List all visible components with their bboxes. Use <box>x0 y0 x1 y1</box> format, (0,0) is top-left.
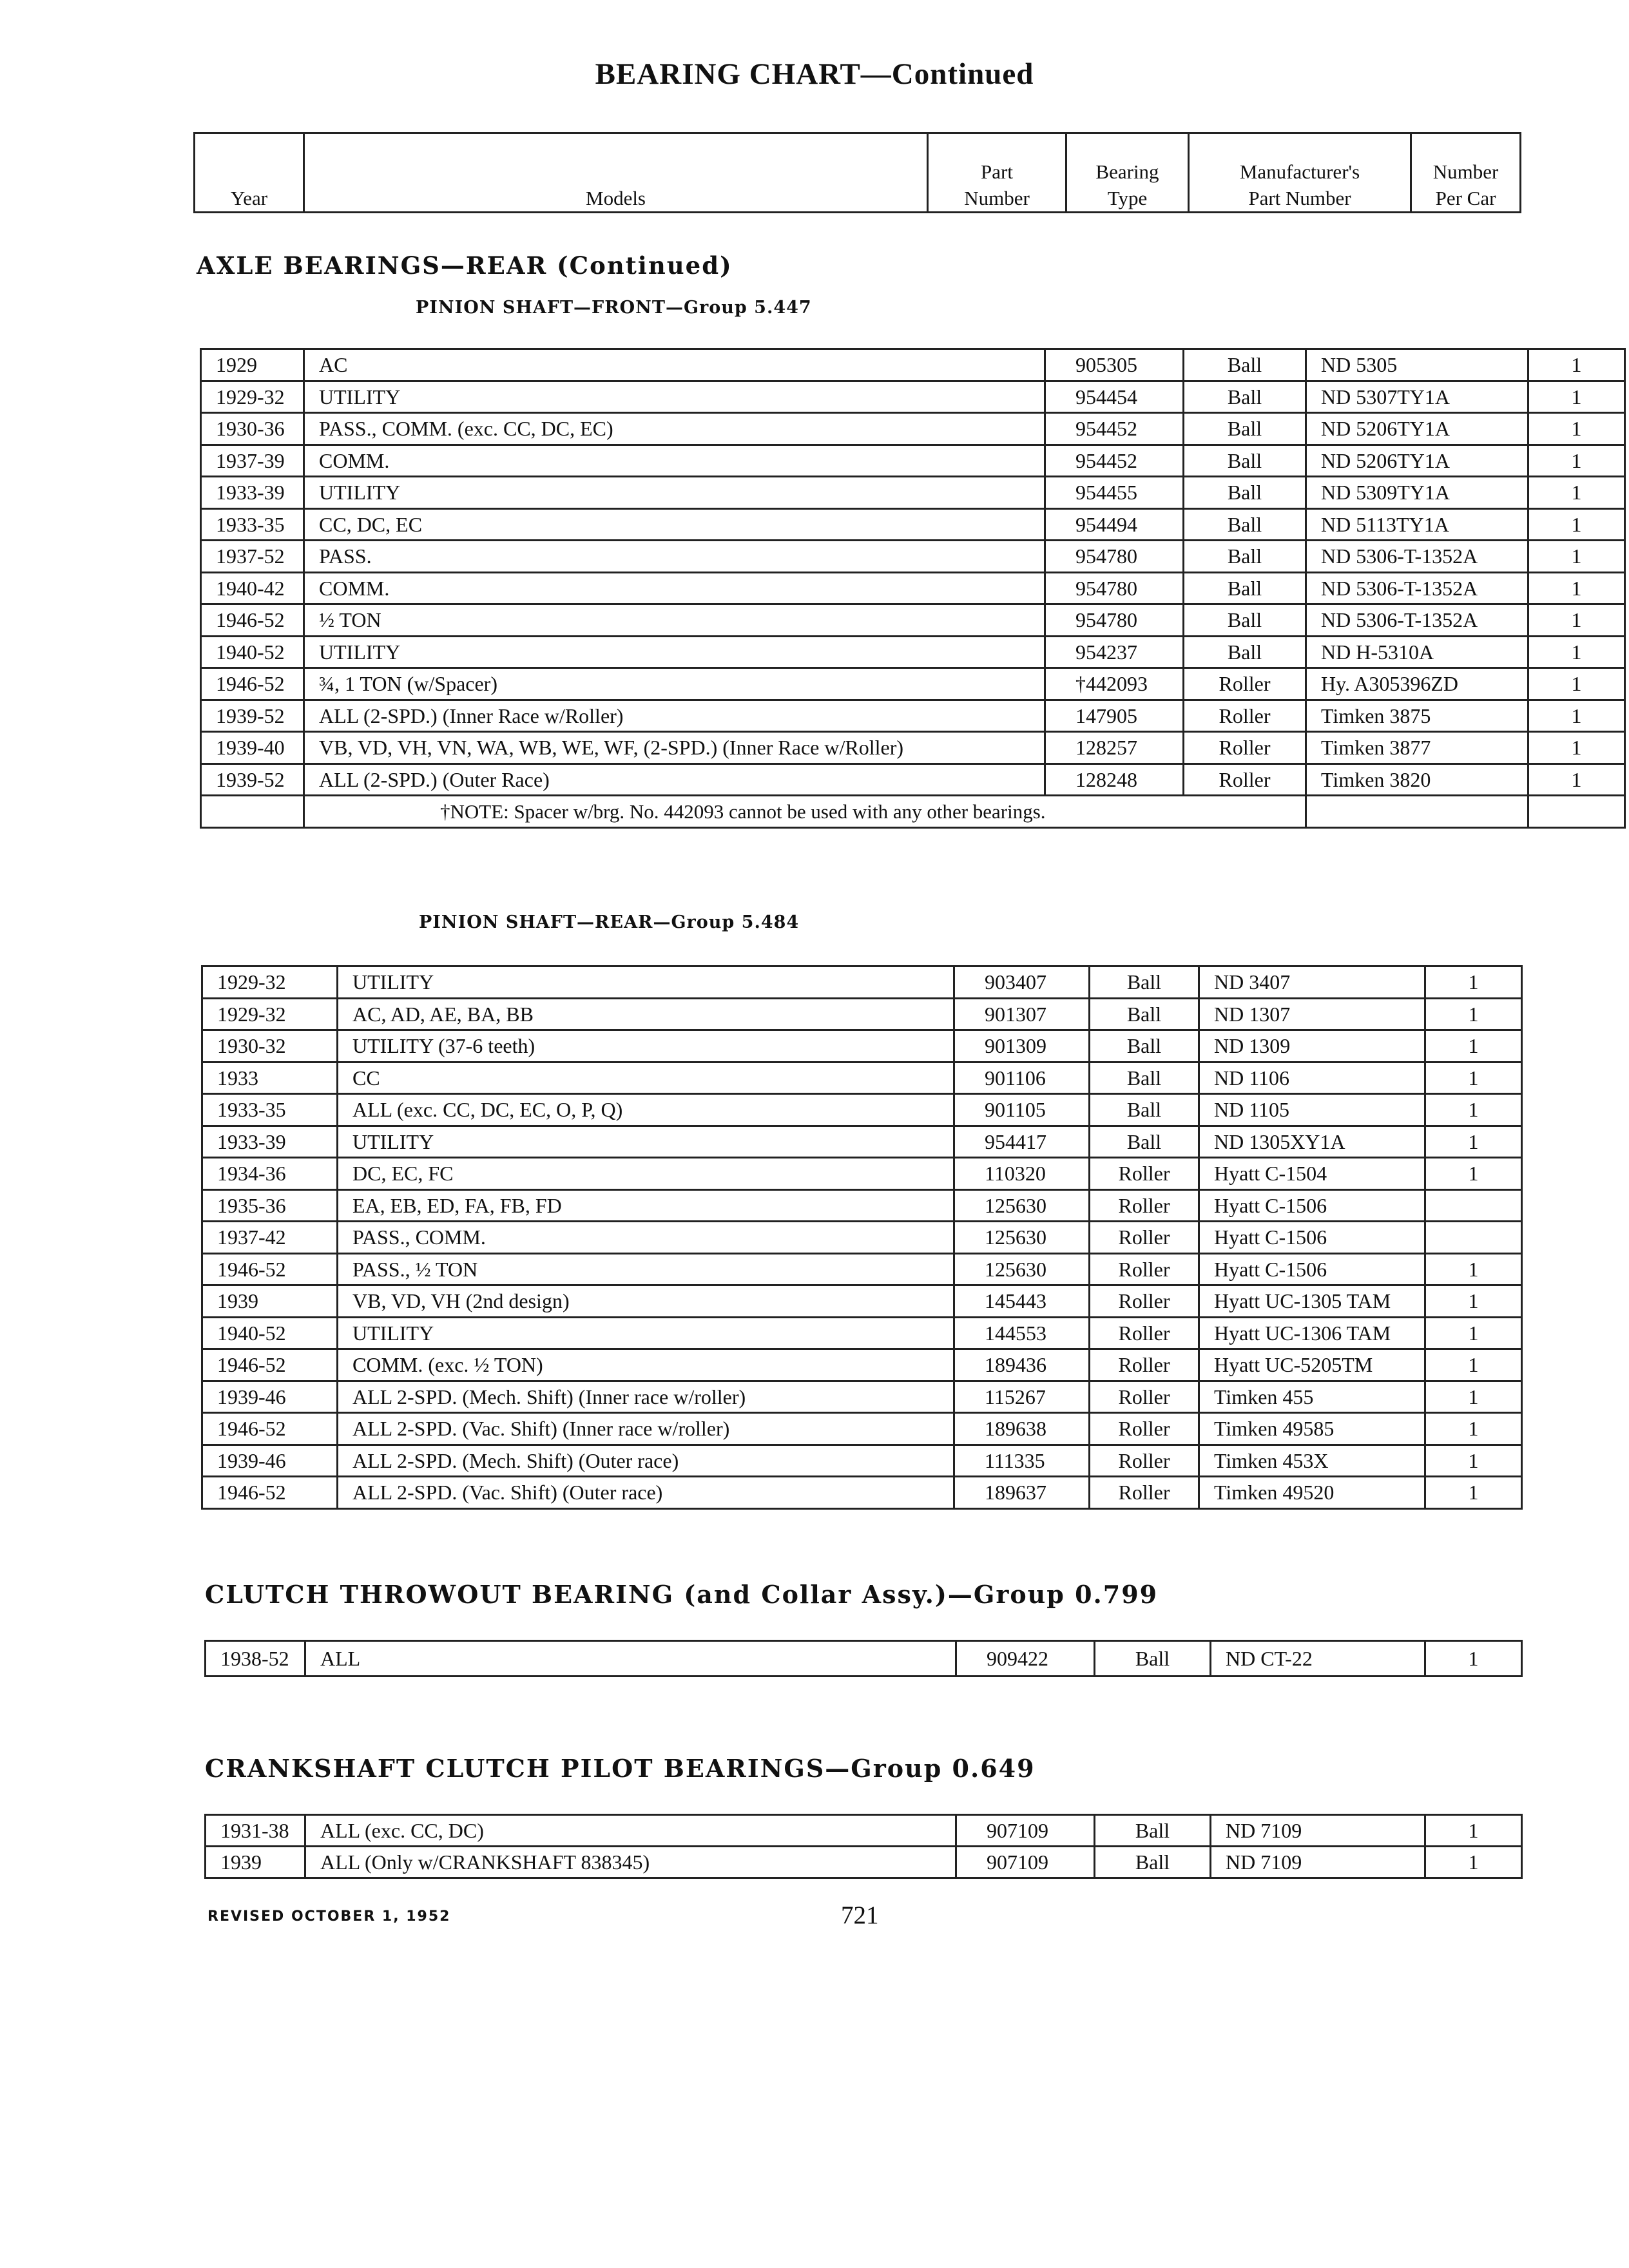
number-per-car-cell: 1 <box>1425 1030 1522 1062</box>
models-cell: ALL (2-SPD.) (Inner Race w/Roller) <box>304 700 1045 732</box>
number-per-car-cell: 1 <box>1528 541 1625 573</box>
table-row <box>202 1349 1522 1381</box>
number-per-car-cell: 1 <box>1528 413 1625 445</box>
year-cell: 1933 <box>202 1062 338 1094</box>
year-cell: 1946-52 <box>202 1349 338 1381</box>
models-cell: ALL 2-SPD. (Mech. Shift) (Outer race) <box>338 1445 954 1477</box>
bearing-type-cell: Roller <box>1090 1222 1199 1254</box>
number-per-car-cell: 1 <box>1425 1477 1522 1509</box>
part-number-cell: 189638 <box>954 1413 1090 1445</box>
part-number-cell: 901105 <box>954 1094 1090 1126</box>
number-per-car-cell: 1 <box>1528 572 1625 604</box>
page-number: 721 <box>841 1901 879 1929</box>
number-per-car-cell: 1 <box>1528 732 1625 764</box>
models-cell: UTILITY <box>304 477 1045 509</box>
table-row <box>206 1815 1522 1847</box>
part-number-cell: 115267 <box>954 1381 1090 1413</box>
mfr-part-number-cell: Hyatt UC-5205TM <box>1199 1349 1425 1381</box>
part-number-cell: 901307 <box>954 998 1090 1030</box>
table-row <box>202 1222 1522 1254</box>
bearing-type-cell: Roller <box>1184 732 1306 764</box>
mfr-part-number-cell: Timken 3875 <box>1306 700 1528 732</box>
part-number-cell: 111335 <box>954 1445 1090 1477</box>
table-row <box>201 668 1625 700</box>
models-cell: UTILITY <box>338 1126 954 1158</box>
table-row <box>202 1158 1522 1190</box>
year-cell: 1929 <box>201 349 304 381</box>
table-row <box>206 1641 1522 1677</box>
year-cell: 1939-52 <box>201 764 304 796</box>
models-cell: UTILITY <box>304 636 1045 668</box>
part-number-cell: 909422 <box>956 1641 1095 1677</box>
subsection-title-pinion-shaft-rear: PINION SHAFT—REAR—Group 5.484 <box>419 912 800 932</box>
models-cell: AC, AD, AE, BA, BB <box>338 998 954 1030</box>
table-row <box>202 1062 1522 1094</box>
year-cell: 1938-52 <box>206 1641 305 1677</box>
year-cell: 1929-32 <box>202 998 338 1030</box>
year-cell: 1946-52 <box>202 1413 338 1445</box>
mfr-part-number-cell: ND 5306-T-1352A <box>1306 572 1528 604</box>
part-number-cell: 110320 <box>954 1158 1090 1190</box>
bearing-type-cell: Roller <box>1184 764 1306 796</box>
bearing-type-cell: Ball <box>1090 1030 1199 1062</box>
bearing-type-cell: Roller <box>1184 668 1306 700</box>
section-title-crankshaft-clutch-pilot-bearings: CRANKSHAFT CLUTCH PILOT BEARINGS—Group 0.649 <box>205 1754 1036 1783</box>
table-row <box>201 413 1625 445</box>
column-header-table <box>193 132 1521 213</box>
column-header-row <box>195 133 1521 213</box>
part-number-cell: 144553 <box>954 1317 1090 1349</box>
page-title: BEARING CHART—Continued <box>595 57 1034 91</box>
part-number-cell: 901106 <box>954 1062 1090 1094</box>
header-bearing-type: Bearing Type <box>1066 133 1189 213</box>
models-cell: UTILITY (37-6 teeth) <box>338 1030 954 1062</box>
table-row <box>202 966 1522 999</box>
mfr-part-number-cell: ND CT-22 <box>1211 1641 1425 1677</box>
bearing-type-cell: Roller <box>1090 1381 1199 1413</box>
number-per-car-cell: 1 <box>1528 764 1625 796</box>
models-cell: ½ TON <box>304 604 1045 637</box>
mfr-part-number-cell: ND 1305XY1A <box>1199 1126 1425 1158</box>
table-row <box>201 572 1625 604</box>
bearing-type-cell: Roller <box>1090 1158 1199 1190</box>
year-cell: 1939-46 <box>202 1445 338 1477</box>
mfr-part-number-cell: ND 1307 <box>1199 998 1425 1030</box>
part-number-cell: 954454 <box>1045 381 1184 413</box>
number-per-car-cell: 1 <box>1528 508 1625 541</box>
table-row <box>201 700 1625 732</box>
mfr-part-number-cell: ND 5306-T-1352A <box>1306 604 1528 637</box>
models-cell: ALL (Only w/CRANKSHAFT 838345) <box>305 1847 956 1878</box>
mfr-part-number-cell: ND 5206TY1A <box>1306 445 1528 477</box>
mfr-part-number-cell: ND 5309TY1A <box>1306 477 1528 509</box>
part-number-cell: 954780 <box>1045 604 1184 637</box>
year-cell: 1940-42 <box>201 572 304 604</box>
table-row <box>202 998 1522 1030</box>
header-part-number: Part Number <box>928 133 1066 213</box>
models-cell: CC, DC, EC <box>304 508 1045 541</box>
bearing-type-cell: Ball <box>1184 508 1306 541</box>
number-per-car-cell: 1 <box>1425 1062 1522 1094</box>
note-text: †NOTE: Spacer w/brg. No. 442093 cannot be used with any other bearings. <box>304 796 1306 828</box>
mfr-part-number-cell: Timken 3820 <box>1306 764 1528 796</box>
part-number-cell: 905305 <box>1045 349 1184 381</box>
mfr-part-number-cell: ND H-5310A <box>1306 636 1528 668</box>
note-row <box>201 796 1625 828</box>
mfr-part-number-cell: Hyatt UC-1305 TAM <box>1199 1285 1425 1318</box>
models-cell: CC <box>338 1062 954 1094</box>
year-cell: 1939-40 <box>201 732 304 764</box>
bearing-type-cell: Roller <box>1090 1413 1199 1445</box>
year-cell: 1933-39 <box>201 477 304 509</box>
number-per-car-cell: 1 <box>1425 1847 1522 1878</box>
mfr-part-number-cell: ND 5306-T-1352A <box>1306 541 1528 573</box>
mfr-part-number-cell: ND 3407 <box>1199 966 1425 999</box>
mfr-part-number-cell: Hy. A305396ZD <box>1306 668 1528 700</box>
year-cell: 1940-52 <box>201 636 304 668</box>
table-row <box>202 1126 1522 1158</box>
table-row <box>201 764 1625 796</box>
bearing-type-cell: Roller <box>1090 1317 1199 1349</box>
part-number-cell: 125630 <box>954 1189 1090 1222</box>
table-row <box>202 1030 1522 1062</box>
bearing-type-cell: Roller <box>1090 1445 1199 1477</box>
part-number-cell: 125630 <box>954 1222 1090 1254</box>
models-cell: UTILITY <box>338 966 954 999</box>
section-title-clutch-throwout-bearing: CLUTCH THROWOUT BEARING (and Collar Assy.)—Group 0.799 <box>205 1580 1159 1609</box>
year-cell: 1935-36 <box>202 1189 338 1222</box>
subsection-title-pinion-shaft-front: PINION SHAFT—FRONT—Group 5.447 <box>416 298 812 318</box>
bearing-type-cell: Ball <box>1184 477 1306 509</box>
bearing-type-cell: Ball <box>1090 1094 1199 1126</box>
table-row <box>202 1285 1522 1318</box>
mfr-part-number-cell: Timken 3877 <box>1306 732 1528 764</box>
year-cell: 1933-35 <box>202 1094 338 1126</box>
table-row <box>201 508 1625 541</box>
table-row <box>201 604 1625 637</box>
part-number-cell: 147905 <box>1045 700 1184 732</box>
models-cell: UTILITY <box>338 1317 954 1349</box>
bearing-type-cell: Ball <box>1095 1641 1211 1677</box>
table-row <box>201 477 1625 509</box>
part-number-cell: 189436 <box>954 1349 1090 1381</box>
number-per-car-cell: 1 <box>1425 1815 1522 1847</box>
number-per-car-cell: 1 <box>1425 1317 1522 1349</box>
bearing-type-cell: Ball <box>1184 572 1306 604</box>
bearing-type-cell: Roller <box>1184 700 1306 732</box>
number-per-car-cell: 1 <box>1425 1349 1522 1381</box>
models-cell: AC <box>304 349 1045 381</box>
clutch-throwout-table <box>204 1640 1523 1677</box>
number-per-car-cell: 1 <box>1528 604 1625 637</box>
bearing-type-cell: Ball <box>1095 1815 1211 1847</box>
number-per-car-cell: 1 <box>1425 966 1522 999</box>
year-cell: 1939-46 <box>202 1381 338 1413</box>
part-number-cell: 128248 <box>1045 764 1184 796</box>
table-row <box>201 445 1625 477</box>
bearing-type-cell: Roller <box>1090 1253 1199 1285</box>
year-cell: 1933-35 <box>201 508 304 541</box>
number-per-car-cell: 1 <box>1425 1126 1522 1158</box>
models-cell: EA, EB, ED, FA, FB, FD <box>338 1189 954 1222</box>
year-cell: 1930-36 <box>201 413 304 445</box>
models-cell: UTILITY <box>304 381 1045 413</box>
part-number-cell: 954452 <box>1045 445 1184 477</box>
table-row <box>202 1413 1522 1445</box>
year-cell: 1934-36 <box>202 1158 338 1190</box>
number-per-car-cell: 1 <box>1528 381 1625 413</box>
table-row <box>201 541 1625 573</box>
section-title-axle-bearings-rear: AXLE BEARINGS—REAR (Continued) <box>197 251 733 280</box>
models-cell: PASS., COMM. (exc. CC, DC, EC) <box>304 413 1045 445</box>
number-per-car-cell: 1 <box>1528 349 1625 381</box>
bearing-type-cell: Roller <box>1090 1477 1199 1509</box>
mfr-part-number-cell: Hyatt UC-1306 TAM <box>1199 1317 1425 1349</box>
table-row <box>201 381 1625 413</box>
table-row <box>202 1317 1522 1349</box>
models-cell: PASS., COMM. <box>338 1222 954 1254</box>
bearing-type-cell: Ball <box>1184 413 1306 445</box>
mfr-part-number-cell: Hyatt C-1506 <box>1199 1222 1425 1254</box>
part-number-cell: †442093 <box>1045 668 1184 700</box>
table-row <box>202 1381 1522 1413</box>
models-cell: ALL 2-SPD. (Vac. Shift) (Outer race) <box>338 1477 954 1509</box>
part-number-cell: 189637 <box>954 1477 1090 1509</box>
models-cell: COMM. (exc. ½ TON) <box>338 1349 954 1381</box>
part-number-cell: 128257 <box>1045 732 1184 764</box>
number-per-car-cell: 1 <box>1425 1158 1522 1190</box>
bearing-type-cell: Ball <box>1184 604 1306 637</box>
number-per-car-cell <box>1425 1189 1522 1222</box>
mfr-part-number-cell: ND 1106 <box>1199 1062 1425 1094</box>
models-cell: ¾, 1 TON (w/Spacer) <box>304 668 1045 700</box>
year-cell: 1946-52 <box>201 604 304 637</box>
models-cell: PASS. <box>304 541 1045 573</box>
bearing-type-cell: Ball <box>1095 1847 1211 1878</box>
mfr-part-number-cell: ND 7109 <box>1211 1847 1425 1878</box>
part-number-cell: 954417 <box>954 1126 1090 1158</box>
year-cell: 1929-32 <box>201 381 304 413</box>
part-number-cell: 907109 <box>956 1847 1095 1878</box>
table-row <box>202 1445 1522 1477</box>
pinion-shaft-rear-table <box>201 965 1523 1510</box>
table-row <box>201 732 1625 764</box>
mfr-part-number-cell: Hyatt C-1506 <box>1199 1253 1425 1285</box>
models-cell: ALL 2-SPD. (Mech. Shift) (Inner race w/roller) <box>338 1381 954 1413</box>
number-per-car-cell: 1 <box>1528 445 1625 477</box>
part-number-cell: 125630 <box>954 1253 1090 1285</box>
mfr-part-number-cell: ND 5113TY1A <box>1306 508 1528 541</box>
bearing-type-cell: Ball <box>1090 1126 1199 1158</box>
number-per-car-cell: 1 <box>1425 1641 1522 1677</box>
part-number-cell: 954780 <box>1045 541 1184 573</box>
bearing-type-cell: Ball <box>1184 349 1306 381</box>
models-cell: VB, VD, VH, VN, WA, WB, WE, WF, (2-SPD.) (Inner Race w/Roller) <box>304 732 1045 764</box>
bearing-type-cell: Roller <box>1090 1349 1199 1381</box>
table-row <box>202 1253 1522 1285</box>
crankshaft-pilot-table <box>204 1814 1523 1879</box>
models-cell: ALL 2-SPD. (Vac. Shift) (Inner race w/roller) <box>338 1413 954 1445</box>
mfr-part-number-cell: ND 1105 <box>1199 1094 1425 1126</box>
models-cell: PASS., ½ TON <box>338 1253 954 1285</box>
models-cell: DC, EC, FC <box>338 1158 954 1190</box>
models-cell: COMM. <box>304 445 1045 477</box>
number-per-car-cell: 1 <box>1425 1381 1522 1413</box>
mfr-part-number-cell: ND 5206TY1A <box>1306 413 1528 445</box>
year-cell: 1933-39 <box>202 1126 338 1158</box>
number-per-car-cell: 1 <box>1425 1413 1522 1445</box>
year-cell: 1939 <box>206 1847 305 1878</box>
models-cell: ALL (exc. CC, DC) <box>305 1815 956 1847</box>
mfr-part-number-cell: Hyatt C-1506 <box>1199 1189 1425 1222</box>
mfr-part-number-cell: Timken 49520 <box>1199 1477 1425 1509</box>
header-mfr-part-number: Manufacturer's Part Number <box>1189 133 1411 213</box>
mfr-part-number-cell: Timken 455 <box>1199 1381 1425 1413</box>
year-cell: 1931-38 <box>206 1815 305 1847</box>
part-number-cell: 954455 <box>1045 477 1184 509</box>
part-number-cell: 954780 <box>1045 572 1184 604</box>
table-row <box>206 1847 1522 1878</box>
bearing-type-cell: Roller <box>1090 1285 1199 1318</box>
number-per-car-cell: 1 <box>1425 1253 1522 1285</box>
models-cell: VB, VD, VH (2nd design) <box>338 1285 954 1318</box>
mfr-part-number-cell: Timken 453X <box>1199 1445 1425 1477</box>
year-cell: 1930-32 <box>202 1030 338 1062</box>
table-row <box>201 349 1625 381</box>
part-number-cell: 954494 <box>1045 508 1184 541</box>
mfr-part-number-cell: Timken 49585 <box>1199 1413 1425 1445</box>
bearing-type-cell: Roller <box>1090 1189 1199 1222</box>
number-per-car-cell <box>1425 1222 1522 1254</box>
pinion-shaft-front-table <box>200 348 1626 829</box>
models-cell: ALL <box>305 1641 956 1677</box>
part-number-cell: 903407 <box>954 966 1090 999</box>
number-per-car-cell: 1 <box>1528 636 1625 668</box>
mfr-part-number-cell: ND 5305 <box>1306 349 1528 381</box>
models-cell: COMM. <box>304 572 1045 604</box>
revised-date: REVISED OCTOBER 1, 1952 <box>207 1908 451 1925</box>
year-cell: 1937-39 <box>201 445 304 477</box>
year-cell: 1939-52 <box>201 700 304 732</box>
year-cell: 1946-52 <box>202 1253 338 1285</box>
year-cell: 1939 <box>202 1285 338 1318</box>
models-cell: ALL (exc. CC, DC, EC, O, P, Q) <box>338 1094 954 1126</box>
number-per-car-cell: 1 <box>1425 1094 1522 1126</box>
bearing-type-cell: Ball <box>1184 541 1306 573</box>
models-cell: ALL (2-SPD.) (Outer Race) <box>304 764 1045 796</box>
number-per-car-cell: 1 <box>1425 1285 1522 1318</box>
bearing-type-cell: Ball <box>1090 1062 1199 1094</box>
number-per-car-cell: 1 <box>1528 477 1625 509</box>
table-row <box>202 1094 1522 1126</box>
year-cell: 1940-52 <box>202 1317 338 1349</box>
mfr-part-number-cell: ND 1309 <box>1199 1030 1425 1062</box>
bearing-type-cell: Ball <box>1184 445 1306 477</box>
part-number-cell: 145443 <box>954 1285 1090 1318</box>
part-number-cell: 901309 <box>954 1030 1090 1062</box>
header-number-per-car: Number Per Car <box>1411 133 1521 213</box>
year-cell: 1937-42 <box>202 1222 338 1254</box>
header-models: Models <box>304 133 928 213</box>
part-number-cell: 907109 <box>956 1815 1095 1847</box>
part-number-cell: 954237 <box>1045 636 1184 668</box>
mfr-part-number-cell: ND 7109 <box>1211 1815 1425 1847</box>
mfr-part-number-cell: ND 5307TY1A <box>1306 381 1528 413</box>
year-cell: 1946-52 <box>201 668 304 700</box>
bearing-type-cell: Ball <box>1090 998 1199 1030</box>
year-cell: 1937-52 <box>201 541 304 573</box>
number-per-car-cell: 1 <box>1528 668 1625 700</box>
number-per-car-cell: 1 <box>1528 700 1625 732</box>
bearing-type-cell: Ball <box>1090 966 1199 999</box>
bearing-type-cell: Ball <box>1184 381 1306 413</box>
table-row <box>202 1189 1522 1222</box>
number-per-car-cell: 1 <box>1425 1445 1522 1477</box>
table-row <box>202 1477 1522 1509</box>
part-number-cell: 954452 <box>1045 413 1184 445</box>
table-row <box>201 636 1625 668</box>
header-year: Year <box>195 133 304 213</box>
year-cell: 1929-32 <box>202 966 338 999</box>
bearing-type-cell: Ball <box>1184 636 1306 668</box>
year-cell: 1946-52 <box>202 1477 338 1509</box>
number-per-car-cell: 1 <box>1425 998 1522 1030</box>
mfr-part-number-cell: Hyatt C-1504 <box>1199 1158 1425 1190</box>
